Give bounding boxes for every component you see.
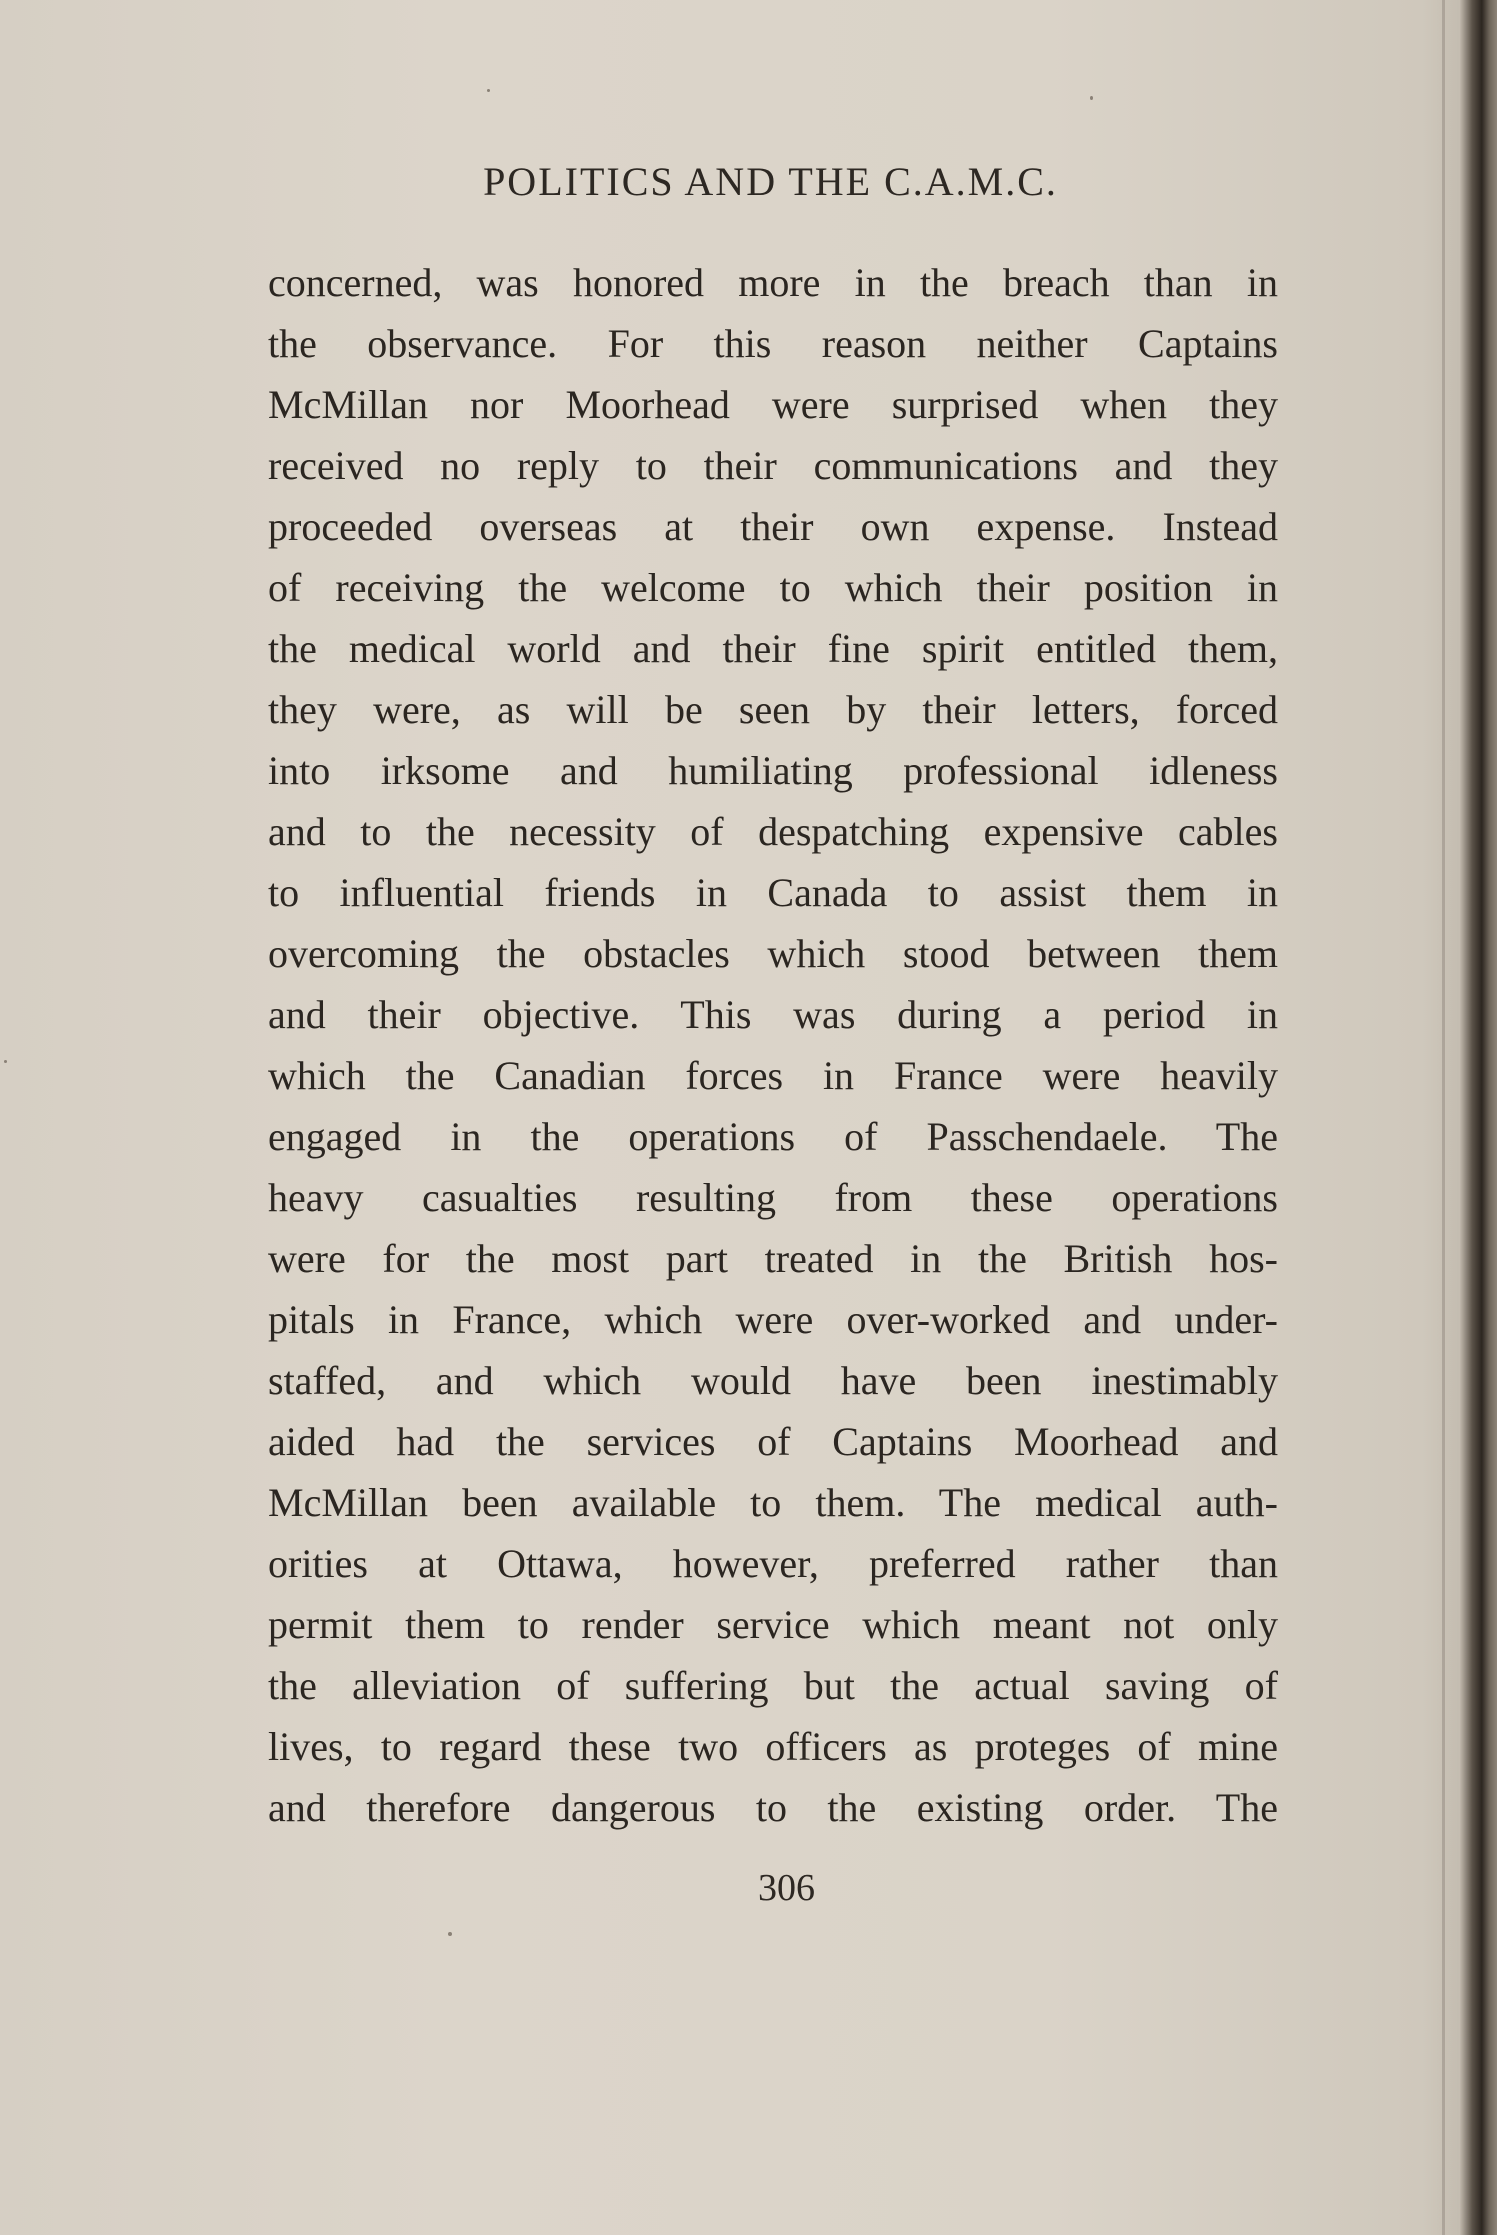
text-line: and their objective. This was during a period in: [268, 992, 1278, 1037]
text-line: the observance. For this reason neither Captains: [268, 321, 1278, 366]
text-line: permit them to render service which meant not only: [268, 1602, 1278, 1647]
text-line: to influential friends in Canada to assist them in: [268, 870, 1278, 915]
text-line: were for the most part treated in the British hos-: [268, 1236, 1278, 1281]
text-line: overcoming the obstacles which stood between them: [268, 931, 1278, 976]
text-line: and to the necessity of despatching expensive cables: [268, 809, 1278, 854]
running-head-text: POLITICS AND THE C.A.M.C.: [483, 159, 1058, 204]
text-line: pitals in France, which were over-worked and under-: [268, 1297, 1278, 1342]
paper-speck: [487, 89, 490, 92]
page-number-text: 306: [758, 1867, 815, 1909]
body-text: [268, 252, 1278, 1838]
text-line: the alleviation of suffering but the actual saving of: [268, 1663, 1278, 1708]
text-line: received no reply to their communications and they: [268, 443, 1278, 488]
paper-speck: [448, 1932, 452, 1936]
text-line: staffed, and which would have been inestimably: [268, 1358, 1278, 1403]
text-line: McMillan nor Moorhead were surprised when they: [268, 382, 1278, 427]
text-line: lives, to regard these two officers as proteges of mine: [268, 1724, 1278, 1769]
text-line: they were, as will be seen by their letters, forced: [268, 687, 1278, 732]
text-line: orities at Ottawa, however, preferred rather than: [268, 1541, 1278, 1586]
text-line: the medical world and their fine spirit entitled them,: [268, 626, 1278, 671]
text-line: of receiving the welcome to which their position in: [268, 565, 1278, 610]
text-line: proceeded overseas at their own expense. Instead: [268, 504, 1278, 549]
text-line: which the Canadian forces in France were heavily: [268, 1053, 1278, 1098]
paper-speck: [4, 1060, 7, 1063]
text-line: heavy casualties resulting from these operations: [268, 1175, 1278, 1220]
running-head: [0, 158, 1497, 205]
text-line: and therefore dangerous to the existing order. The: [268, 1785, 1278, 1830]
text-line: engaged in the operations of Passchendaele. The: [268, 1114, 1278, 1159]
text-line: concerned, was honored more in the breach than in: [268, 260, 1278, 305]
text-line: McMillan been available to them. The medical auth-: [268, 1480, 1278, 1525]
page-number: [0, 1866, 1497, 1910]
paper-speck: [1090, 96, 1093, 100]
text-line: into irksome and humiliating professional idleness: [268, 748, 1278, 793]
text-line: aided had the services of Captains Moorhead and: [268, 1419, 1278, 1464]
